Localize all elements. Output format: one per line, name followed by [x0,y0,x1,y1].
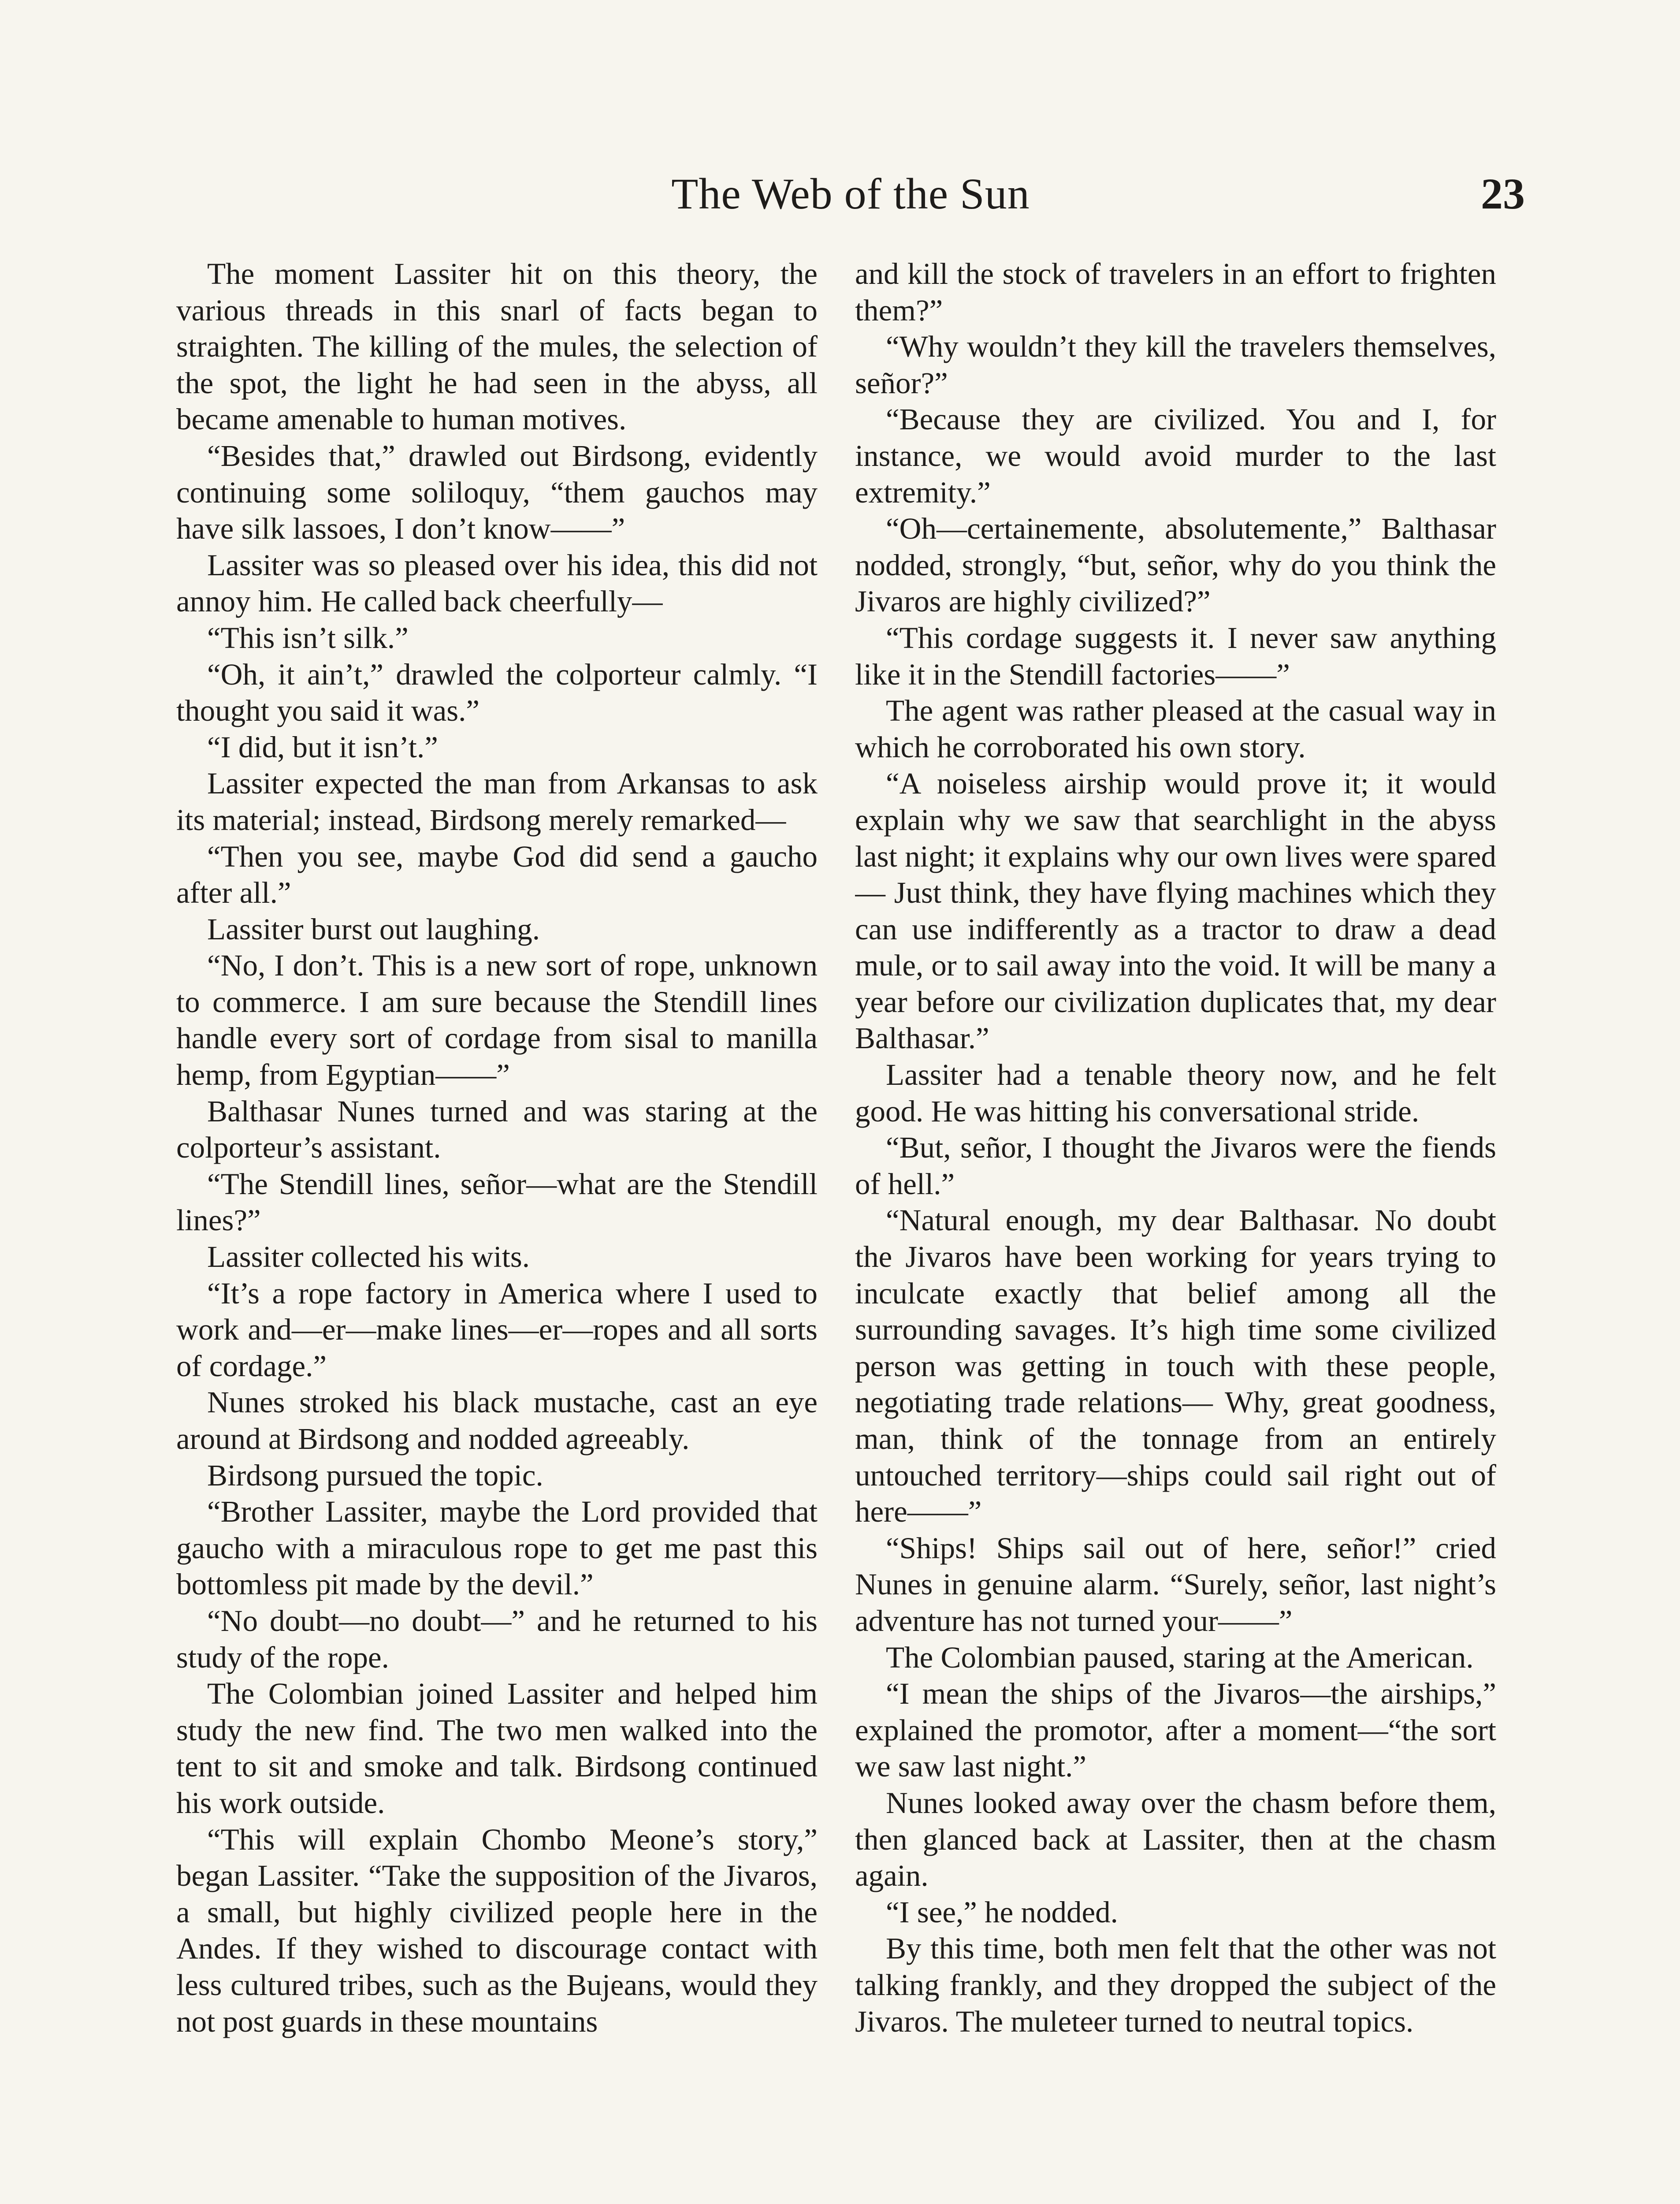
paragraph: “But, señor, I thought the Jivaros were the fiends of hell.” [855,1131,1496,1201]
paragraph: By this time, both men felt that the other was not talking frankly, and they dropped the subject of the Jivaros. The muleteer turned to neutral topics. [855,1932,1496,2038]
paragraph: The Colombian paused, staring at the American. [886,1640,1474,1674]
running-title: The Web of the Sun [671,169,1030,218]
paragraph: “Why wouldn’t they kill the travelers themselves, señor?” [855,330,1496,400]
paragraph: Lassiter expected the man from Arkansas to ask its material; instead, Birdsong merely remarked— [176,767,818,837]
paragraph: The agent was rather pleased at the casual way in which he corroborated his own story. [855,694,1496,764]
paragraph: Birdsong pursued the topic. [207,1458,543,1492]
paragraph: “Oh, it ain’t,” drawled the colporteur calmly. “I thought you said it was.” [176,657,818,728]
paragraph: “Then you see, maybe God did send a gaucho after all.” [176,839,818,910]
paragraph: Lassiter had a tenable theory now, and he felt good. He was hitting his conversational stride. [855,1058,1496,1128]
paragraph: “This cordage suggests it. I never saw anything like it in the Stendill factories——” [855,621,1496,691]
paragraph: Nunes stroked his black mustache, cast an eye around at Birdsong and nodded agreeably. [176,1385,818,1456]
page-header [176,159,1525,229]
paragraph-continued: and kill the stock of travelers in an effort to frighten them?” [855,257,1496,327]
paragraph: “The Stendill lines, señor—what are the Stendill lines?” [176,1167,818,1237]
paragraph: “I see,” he nodded. [886,1895,1118,1929]
paragraph: “No doubt—no doubt—” and he returned to his study of the rope. [176,1604,818,1674]
paragraph: “Brother Lassiter, maybe the Lord provided that gaucho with a miraculous rope to get me past this bottomless pit made by the devil.” [176,1495,818,1601]
paragraph: Lassiter was so pleased over his idea, this did not annoy him. He called back cheerfully— [176,548,818,618]
paragraph: The moment Lassiter hit on this theory, the various threads in this snarl of facts began to straighten. The killing of the mules, the selection of the spot, the light he had seen in the abyss, all became amenable to human motives. [176,257,818,436]
paragraph: Lassiter burst out laughing. [207,912,540,946]
paragraph: “This isn’t silk.” [207,621,409,655]
paragraph: “This will explain Chombo Meone’s story,” began Lassiter. “Take the supposition of the Jivaros, a small, but highly civilized people here in the Andes. If they wished to discourage contact with less cultured tribes, such as the Bujeans, would they not post guards in these mountains [176,1822,818,2038]
paragraph: The Colombian joined Lassiter and helped him study the new find. The two men walked into the tent to sit and smoke and talk. Birdsong continued his work outside. [176,1677,818,1820]
paragraph: Nunes looked away over the chasm before them, then glanced back at Lassiter, then at the chasm again. [855,1786,1496,1893]
paragraph: “I did, but it isn’t.” [207,730,438,764]
page-number: 23 [1481,169,1525,218]
paragraph: “A noiseless airship would prove it; it would explain why we saw that searchlight in the abyss last night; it explains why our own lives were spared— Just think, they have flying machines which they can use indifferently as a tractor to draw a dead mule, or to sail away into the void. It will be many a year before our civilization duplicates that, my dear Balthasar.” [855,767,1496,1055]
right-column [855,256,1496,2204]
paragraph: “Because they are civilized. You and I, for instance, we would avoid murder to the last extremity.” [855,402,1496,509]
left-column [176,256,818,2204]
paragraph: “I mean the ships of the Jivaros—the airships,” explained the promotor, after a moment—“the sort we saw last night.” [855,1677,1496,1783]
paragraph: “Ships! Ships sail out of here, señor!” cried Nunes in genuine alarm. “Surely, señor, last night’s adventure has not turned your——” [855,1531,1496,1638]
paragraph: Balthasar Nunes turned and was staring at the colporteur’s assistant. [176,1094,818,1165]
paragraph: “It’s a rope factory in America where I used to work and—er—make lines—er—ropes and all sorts of cordage.” [176,1276,818,1383]
paragraph: Lassiter collected his wits. [207,1240,530,1274]
paragraph: “Oh—certainemente, absolutemente,” Balthasar nodded, strongly, “but, señor, why do you think the Jivaros are highly civilized?” [855,512,1496,618]
paragraph: “Natural enough, my dear Balthasar. No doubt the Jivaros have been working for years trying to inculcate exactly that belief among all the surrounding savages. It’s high time some civilized person was getting in touch with these people, negotiating trade relations— Why, great goodness, man, think of the tonnage from an entirely untouched territory—ships could sail right out of here——” [855,1203,1496,1529]
paragraph: “No, I don’t. This is a new sort of rope, unknown to commerce. I am sure because the Stendill lines handle every sort of cordage from sisal to manilla hemp, from Egyptian——” [176,949,818,1092]
paragraph: “Besides that,” drawled out Birdsong, evidently continuing some soliloquy, “them gauchos may have silk lassoes, I don’t know——” [176,439,818,546]
